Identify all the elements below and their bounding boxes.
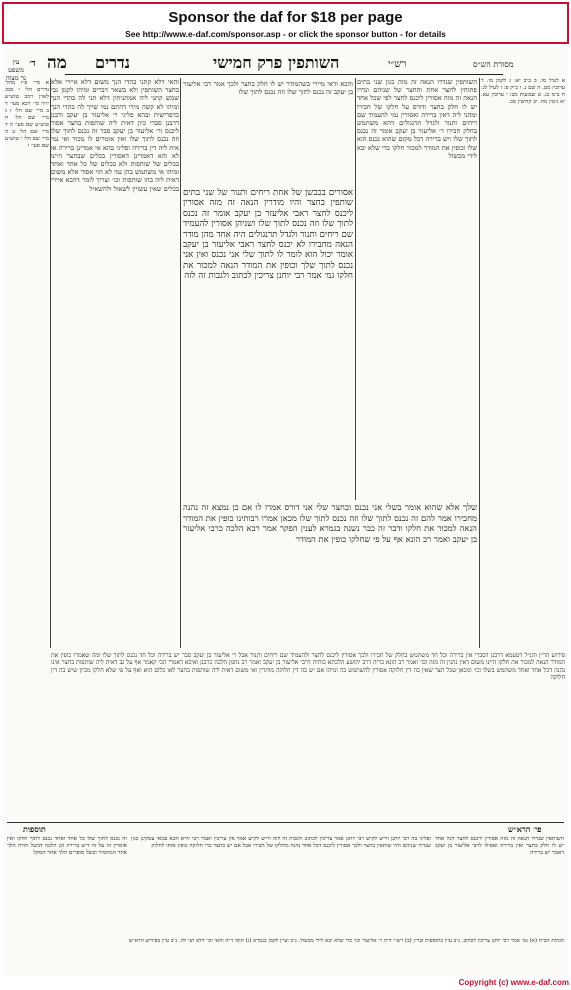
ran-commentary: פירוש הר״ן והנ״ל דטעמא דרבנן דסברי אין ברירה וכל חד משתמש בחלק של חבירו ולכך אסורין ליכנס לחצר ולהעמיד שם ריחים ותנור אבל ר׳ אליעזר בן יעקב סבר יש ברירה וכל חד נכנס לתוך שלו ומה שאמרו כופין את המודר הנאה למכור את חלקו היינו משום דאין נהנין זה מזה וכו׳ ואמר רב הונא בריה דרב יהושע הלכתא כותיה דרבי אליעזר בן יעקב ואמר רב נחמן הלכה כרבנן ואיכא דאמרי הכי קאמר אף על גב דאית ליה שותפות בחצר אינו נהנה דכל אחד ואחד משתמש בשלו וכו׳ ומכאן שכל חצר שאין בה דין חלוקה אסורין להשתמש בה ומיהו אם יש בה דין חלוקה מותרין ואי משום דאית ליה שותפות בחצר לאו כלום הוא ואף על פי שלא חלקו מכיון שיש בה דין חלוקה	[51, 652, 565, 682]
ein-mishpat-label: עין משפט נר מצוה	[5, 58, 27, 82]
chapter-title: השותפין פרק חמישי	[213, 53, 340, 72]
talmud-page	[3, 48, 568, 976]
gemara-wide-text: שלך אלא שהוא אומר בשלי אני נכנס ובחצר שלי אני דורס אמרו לו אם כן נמצא זה נהנה מחבירו אמר להם זה נכנס לתוך שלו וזה נכנס לתוך שלו מכאן אמרו רבותינו כופין את המודר הנאה למכור את חלקו ודבר זה כבר נשנה בגמרא לענין הפקר אמר רבא הלכה כרבי אליעזר בן יעקב ואמר רב הונא אף על פי שחלקו כופין את המודר	[183, 502, 477, 544]
tosafot-column: והאי דלא קתני בהדי הנך משום דלא איירי אלא בחצר השותפין ולא בשאר דברים ומיהו לקמן גבי שמש קתני ליה אמתניתין דלא תני לה בהדי הנך ומיהו לא קשה מידי דהתם נמי שייך לה בהדי הנך כדפרישית ובהא פליגי ר׳ אליעזר בן יעקב ורבנן דרבנן סברי כיון דאית ליה שותפות בחצר אסור ליכנס ור׳ אליעזר בן יעקב סבר זה נכנס לתוך שלו וזה נכנס לתוך שלו ואין אומרים לו מכור ואי נמי אית ליה דין ברירה ופליגי בהא אי אמרינן ברירה או לא והא דאמרינן דאסורין בכלים שבחצר היינו בכלים של שותפות ולא בכלים של כל אחד ואחד ומיהו אי משתמש בהן נמי לא הוי אסור אלא משום דאית ליה בהו שותפות וכו׳ וצריך לומר דהכא איירי בכלים שאין עשויין לשאול ולהשאיל	[51, 78, 179, 193]
copyright-link[interactable]: Copyright (c) www.e-daf.com	[458, 978, 569, 987]
tractate-title: נדרים	[95, 53, 130, 72]
header-rule	[65, 74, 503, 75]
rosh-label: פי׳ הרא״ש	[508, 824, 542, 834]
gemara-main-text: אסורים בכבשן של אחת ריחים ותנור של שני בתים שותפין בחצר והיו מודרין הנאה זה מזה אסורין ליכנס לחצר ראבי אליעזר בן יעקב אומר זה נכנס לתוך שלו וזה נכנס לתוך שלו ושניהן אסורין להעמיד שם ריחים ותנור ולגדל תרנגולים היה אחד מהן מודר הנאה מחבירו לא יכנס לחצר ראבי אליעזר בן יעקב אומר יכול הוא לומר לו לתוך שלי אני נכנס ואין אני נכנס לתוך שלך וכופין את המודר הנאה למכור את חלקו גמ׳ אמר רבי יוחנן צריכין לכתוב ולגבות זה לזה	[183, 188, 353, 282]
ein-mishpat-column: א מיי׳ פ״ז מהל׳ נדרים הל׳ ו סמג לאוין רמב טוש״ע יו״ד סי׳ רכא סעי׳ ד ב מיי׳ שם הל׳ ז ג מיי׳ שם הל׳ ח טוש״ע שם סעי׳ ה ד מיי׳ שם הל׳ ט ה מיי׳ שם הל׳ י טוש״ע שם סעי׳ ו	[5, 80, 49, 149]
column-divider	[355, 78, 356, 500]
folio-number: מה	[47, 53, 67, 73]
bottom-left-commentary: זה נכנס לתוך שלו כל אחד ואחד נכנס לתוך חלקו ואין אוסרין זה על זה דיש ברירה וכן הלכה דבשל תורה הלך אחר המחמיר ובשל סופרים הלך אחר המקל	[7, 836, 127, 856]
sponsor-banner[interactable]	[2, 2, 569, 44]
rashi-column: השותפין שנדרו הנאה זה מזה כגון שני בתים פתוחין לחצר אחת והחצר של שניהם ונדרו הנאה זה מזה אסורין ליכנס לחצר לפי שכל אחד יש לו חלק בחצר ודורס על חלקו של חבירו ומהני ליה דאין ברירה ואסורין נמי להעמיד שם ריחים ותנור ולגדל תרנגולים דהא משתמש בחלק חבירו ר׳ אליעזר בן יעקב אומר זה נכנס לתוך שלו ויש ברירה דכל מקום שהוא נכנס הוא שלו וכופין את המודר למכור חלקו כדי שלא יבא לידי מכשול	[357, 78, 477, 160]
rashi-label: רש״י	[388, 59, 407, 70]
column-divider	[479, 78, 480, 648]
bottom-section-rule	[7, 822, 564, 823]
gemara-upper-text: והכא ודאי מיירי בשהמודר יש לו חלק בחצר ולכך אמר רבי אליעזר בן יעקב זה נכנס לתוך שלו וזה נכנס לתוך שלו	[183, 80, 353, 97]
hagahot-footer-notes: הגהות הב״ח (א) גמ׳ אמר רבי יוחנן צריכין לכתוב. נ״ב עיין בתוספות ובר״ן (ב) רש״י ד״ה ר׳ אליעזר וכו׳ כדי שלא יבא לידי מכשול. נ״ב ועיין לקמן בגמרא (ג) תוס׳ ד״ה והאי וכו׳ דלא תני לה. נ״ב עיין בפירוש הרא״ש	[128, 938, 564, 944]
tosafot-label: תוספות	[23, 824, 46, 834]
amud-label: ד׳	[29, 59, 36, 69]
rosh-commentary: השותפין שנדרו הנאה זה מזה אסורין ליכנס לחצר דכל אחד יש לו חלק בחצר ואין ברירה ואפילו לרבי אליעזר בן יעקב דאמר יש ברירה	[435, 836, 564, 856]
sponsor-subtitle: See http://www.e-daf.com/sponsor.asp - or click the sponsor button - for details	[125, 29, 446, 39]
masoret-hashas-column: א לעיל מו. ב ב״ב יא: ג לקמן מו. ד ערובין מט. ה שם נ. ו ב״ק פ: ז לעיל לג: ח ב״מ כג. ט שבועות מב: י ערובין עא. יא גיטין מח. יב קדושין מב.	[481, 78, 565, 105]
sponsor-title: Sponsor the daf for $18 per page	[168, 9, 403, 26]
column-divider	[180, 78, 181, 648]
bottom-middle-commentary: ופליגי בה רבי יוחנן וריש לקיש רבי יוחנן אמר צריכין לכתוב ולגבות זה לזה וריש לקיש אמר אין צריכין ואמר רבי זירא הכא במאי עסקינן כגון שנדרו שניהם והיו שותפין בחצר ולכך אסורין ליכנס דכל אחד נהנה מחלקו של חבירו אבל אם יש בחצר כדי חלוקה כופין אותו לחלוק	[131, 836, 431, 849]
masoret-hashas-label: מסורת הש״ס	[473, 60, 514, 69]
